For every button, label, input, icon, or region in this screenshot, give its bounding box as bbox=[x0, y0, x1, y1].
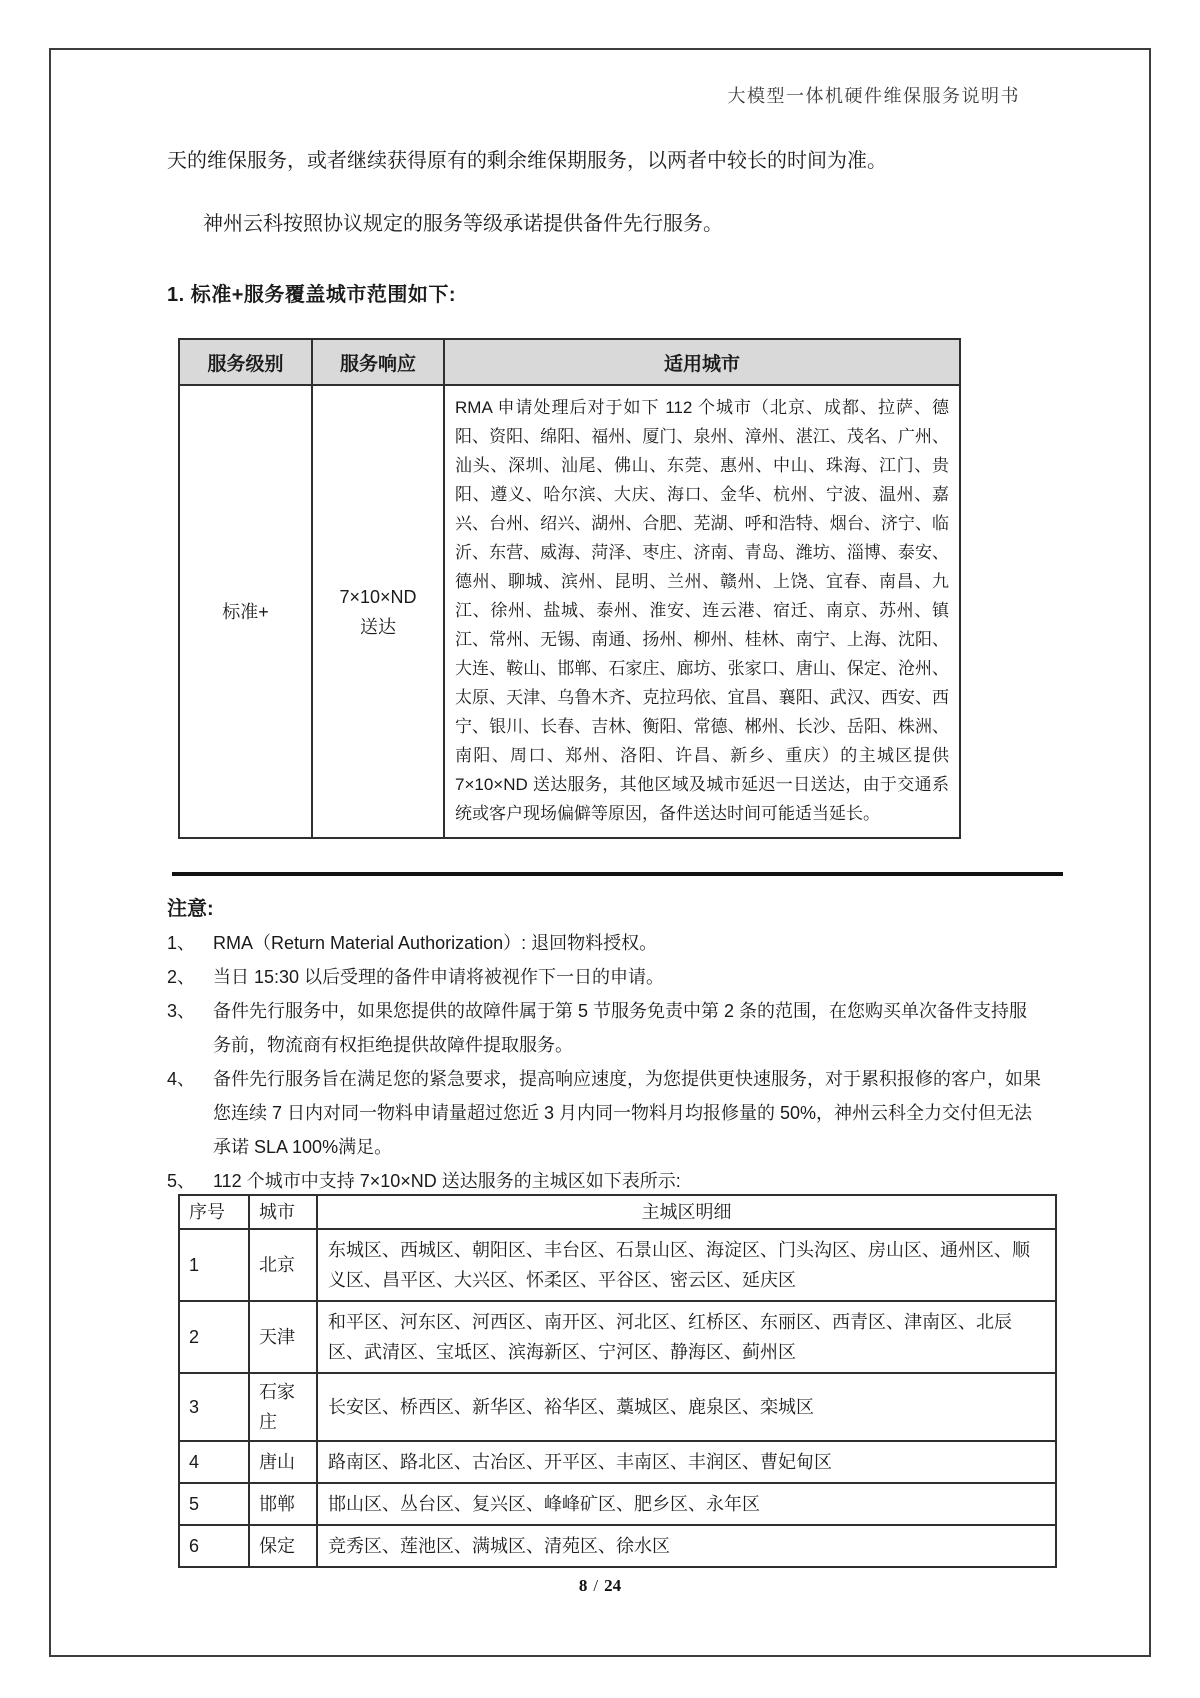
note-text: 112 个城市中支持 7×10×ND 送达服务的主城区如下表所示: bbox=[213, 1171, 681, 1191]
service-level-cell: 标准+ bbox=[179, 385, 312, 838]
footer-total-pages: 24 bbox=[604, 1576, 622, 1595]
paragraph-warranty-continuation: 天的维保服务，或者继续获得原有的剩余维保期服务，以两者中较长的时间为准。 bbox=[167, 150, 887, 172]
document-header bbox=[167, 82, 1020, 108]
row-index: 6 bbox=[179, 1525, 249, 1567]
district-row-handan bbox=[179, 1483, 1056, 1525]
service-coverage-table bbox=[178, 338, 961, 839]
district-row-beijing bbox=[179, 1229, 1056, 1301]
district-list: 和平区、河东区、河西区、南开区、河北区、红桥区、东丽区、西青区、津南区、北辰区、武清区、宝坻区、滨海新区、宁河区、静海区、蓟州区 bbox=[317, 1301, 1056, 1373]
note-item-4 bbox=[167, 1062, 1045, 1164]
col-header-service-response: 服务响应 bbox=[312, 339, 444, 385]
footer-separator: / bbox=[593, 1576, 599, 1595]
note-item-5 bbox=[167, 1164, 1045, 1198]
note-item-3 bbox=[167, 994, 1045, 1062]
section-heading: 1. 标准+服务覆盖城市范围如下: bbox=[167, 284, 457, 306]
row-index: 2 bbox=[179, 1301, 249, 1373]
note-number: 3、 bbox=[167, 1001, 196, 1021]
note-item-1 bbox=[167, 926, 1045, 960]
service-response-cell bbox=[312, 385, 444, 838]
note-number: 4、 bbox=[167, 1069, 196, 1089]
city-name: 天津 bbox=[249, 1301, 317, 1373]
district-row-shijiazhuang bbox=[179, 1373, 1056, 1441]
row-index: 3 bbox=[179, 1373, 249, 1441]
district-row-tianjin bbox=[179, 1301, 1056, 1373]
note-number: 2、 bbox=[167, 967, 196, 987]
row-index: 5 bbox=[179, 1483, 249, 1525]
city-name: 北京 bbox=[249, 1229, 317, 1301]
service-response-line1: 7×10×ND bbox=[339, 586, 417, 607]
note-item-2 bbox=[167, 960, 1045, 994]
district-row-baoding bbox=[179, 1525, 1056, 1567]
district-detail-table bbox=[178, 1194, 1057, 1568]
col-header-applicable-cities: 适用城市 bbox=[444, 339, 960, 385]
district-list: 竞秀区、莲池区、满城区、清苑区、徐水区 bbox=[317, 1525, 1056, 1567]
note-text: RMA（Return Material Authorization）: 退回物料授权。 bbox=[213, 933, 658, 953]
service-table-data-row bbox=[179, 385, 960, 838]
row-index: 4 bbox=[179, 1441, 249, 1483]
district-table-header-row bbox=[179, 1195, 1056, 1229]
notes-list bbox=[167, 926, 1045, 1198]
footer-page-number: 8 bbox=[578, 1576, 588, 1595]
note-text: 当日 15:30 以后受理的备件申请将被视作下一日的申请。 bbox=[213, 967, 665, 987]
section-divider-rule bbox=[172, 872, 1063, 876]
district-list: 东城区、西城区、朝阳区、丰台区、石景山区、海淀区、门头沟区、房山区、通州区、顺义区、昌平区、大兴区、怀柔区、平谷区、密云区、延庆区 bbox=[317, 1229, 1056, 1301]
col-header-index: 序号 bbox=[179, 1195, 249, 1229]
city-name: 邯郸 bbox=[249, 1483, 317, 1525]
header-title: 大模型一体机硬件维保服务说明书 bbox=[727, 86, 1020, 106]
service-table-header-row bbox=[179, 339, 960, 385]
service-response-line2: 送达 bbox=[360, 616, 396, 637]
note-text: 备件先行服务中，如果您提供的故障件属于第 5 节服务免责中第 2 条的范围，在您购买单次备件支持服务前，物流商有权拒绝提供故障件提取服务。 bbox=[213, 1001, 1028, 1055]
note-number: 5、 bbox=[167, 1171, 196, 1191]
city-name: 唐山 bbox=[249, 1441, 317, 1483]
note-number: 1、 bbox=[167, 933, 196, 953]
col-header-city: 城市 bbox=[249, 1195, 317, 1229]
col-header-service-level: 服务级别 bbox=[179, 339, 312, 385]
applicable-cities-cell: RMA 申请处理后对于如下 112 个城市（北京、成都、拉萨、德阳、资阳、绵阳、福州、厦门、泉州、漳州、湛江、茂名、广州、汕头、深圳、汕尾、佛山、东莞、惠州、中山、珠海、江门、贵阳、遵义、哈尔滨、大庆、海口、金华、杭州、宁波、温州、嘉兴、台州、绍兴、湖州、合肥、芜湖、呼和浩特、烟台、济宁、临沂、东营、威海、菏泽、枣庄、济南、青岛、潍坊、淄博、泰安、德州、聊城、滨州、昆明、兰州、赣州、上饶、宜春、南昌、九江、徐州、盐城、泰州、淮安、连云港、宿迁、南京、苏州、镇江、常州、无锡、南通、扬州、柳州、桂林、南宁、上海、沈阳、大连、鞍山、邯郸、石家庄、廊坊、张家口、唐山、保定、沧州、太原、天津、乌鲁木齐、克拉玛依、宜昌、襄阳、武汉、西安、西宁、银川、长春、吉林、衡阳、常德、郴州、长沙、岳阳、株洲、南阳、周口、郑州、洛阳、许昌、新乡、重庆）的主城区提供 7×10×ND 送达服务，其他区域及城市延迟一日送达，由于交通系统或客户现场偏僻等原因，备件送达时间可能适当延长。 bbox=[444, 385, 960, 838]
note-text: 备件先行服务旨在满足您的紧急要求，提高响应速度，为您提供更快速服务，对于累积报修的客户，如果您连续 7 日内对同一物料申请量超过您近 3 月内同一物料月均报修量的 50%，神州云科全力交付但无法承诺 SLA 100%满足。 bbox=[213, 1069, 1041, 1157]
col-header-districts: 主城区明细 bbox=[317, 1195, 1056, 1229]
city-name: 保定 bbox=[249, 1525, 317, 1567]
district-row-tangshan bbox=[179, 1441, 1056, 1483]
city-name: 石家庄 bbox=[249, 1373, 317, 1441]
district-list: 路南区、路北区、古冶区、开平区、丰南区、丰润区、曹妃甸区 bbox=[317, 1441, 1056, 1483]
district-list: 邯山区、丛台区、复兴区、峰峰矿区、肥乡区、永年区 bbox=[317, 1483, 1056, 1525]
row-index: 1 bbox=[179, 1229, 249, 1301]
page-footer bbox=[0, 1576, 1200, 1596]
district-list: 长安区、桥西区、新华区、裕华区、藁城区、鹿泉区、栾城区 bbox=[317, 1373, 1056, 1441]
paragraph-service-commitment: 神州云科按照协议规定的服务等级承诺提供备件先行服务。 bbox=[203, 213, 723, 235]
notes-label: 注意: bbox=[167, 898, 214, 920]
